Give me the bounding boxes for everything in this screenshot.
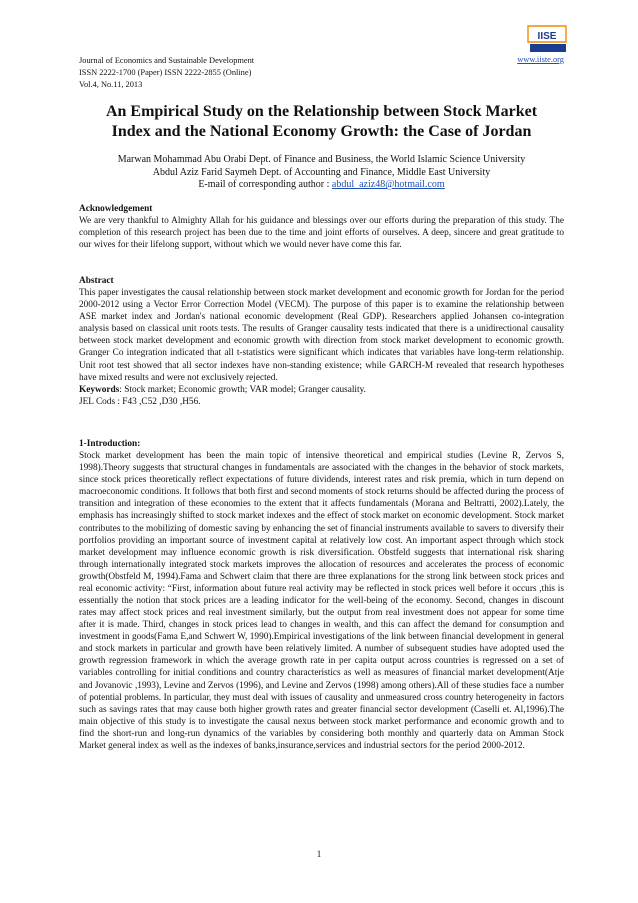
paper-title [79,102,564,142]
journal-name: Journal of Economics and Sustainable Development [79,56,255,65]
acknowledgement-heading: Acknowledgement [79,204,153,214]
keywords-text: : Stock market; Economic growth; VAR model; Granger causality. [119,384,366,395]
logo-text: IISE [537,31,557,42]
abstract-text: This paper investigates the causal relationship between stock market development and economic growth for Jordan for the period 2000-2012 using a Vector Error Correction Model (VECM). The purpose of this paper is to examine the relationship between ASE market index and Jordan's national economic development (Real GDP). Researchers applied Johansen co-integration analysis based on classical unit roots tests. The results of Granger causality tests indicated that there is a unidirectional causality between stock market development and economic growth with direction from stock market development to economic growth. Granger Co integration indicated that all t-statistics were significant which indicates that variables have long-term relationship. Unit root test showed that all sector indexes have non-standing existence; while GARCH-M revealed that research hypotheses have mixed results and were not exclusively rejected. [79,288,564,383]
email-link[interactable]: abdul_aziz48@hotmail.com [331,179,445,191]
acknowledgement-section [79,203,564,251]
jel-codes: JEL Cods : F43 ,C52 ,D30 ,H56. [79,396,201,407]
keywords-line [79,384,564,396]
abstract-section [79,275,564,408]
author-block [79,154,564,192]
keywords-label: Keywords [79,384,120,395]
abstract-heading: Abstract [79,276,114,286]
introduction-heading: 1-Introduction: [79,439,141,449]
email-label: E-mail of corresponding author : [198,179,332,191]
acknowledgement-text: We are very thankful to Almighty Allah for his guidance and blessings over our efforts during the preparation of this study. The completion of this research project has been due to the time and joint efforts of ourselves. A deep, sincere and great gratitude to our wives for their lifelong support, without which we would never have come this far. [79,216,564,251]
page-number: 1 [316,849,322,859]
introduction-text: Stock market development has been the main topic of intensive theoretical and empirical studies (Levine R, Zervos S, 1998).Theory suggests that structural changes in fundamentals are associated with the changes in the behavior of stock markets, since stock prices theoretically reflect expectations of future dividends, interest rates and risk premia, which in turn depend on macroeconomic conditions. It follows that both first and second moments of stock returns should be affected during the process of transition and integration of these economies to the extent that it affects fundamentals (Morana and Beltratti, 2002).Lately, the emphasis has increasingly shifted to stock market indexes and the effect of stock market on economic development. Stock market contributes to the mobilizing of domestic saving by enhancing the set of financial instruments available to savers to diversify their portfolios providing an important source of investment capital at relatively low cost. An important aspect through which stock market development may influence economic growth is risk diversification. Obstfeld suggests that international risk sharing through internationally integrated stock markets improves the allocation of resources and accelerates the process of economic growth(Obstfeld M, 1994).Fama and Schwert claim that there are three explanations for the strong link between stock prices and real economic activity: “First, information about future real activity may be reflected in stock prices well before it occurs ,this is essentially the notion that stock prices are a leading indicator for the well-being of the economy. Second, changes in discount rates may affect stock prices and real investment similarly, but the output from real investment does not appear for some time after it is made. Third, changes in stock prices lead to changes in wealth, and this can affect the demand for consumption and investment in goods(Fama E,and Schwert W, 1990).Empirical investigations of the link between financial development in general and stock markets in particular and growth have been relatively limited. A number of subsequent studies have adopted used the growth regression framework in which the average growth rate in per capita output across countries is regressed on a set of variables controlling for initial conditions and country characteristics as well as measures of financial market development(Atje and Jovanovic ,1993), Levine and Zervos (1996), and Levine and Zervos (1998) among others).All of these studies face a number of potential problems. In particular, they must deal with issues of causality and unmeasured cross country heterogeneity in factors such as savings rates that may cause both higher growth rates and greater financial sector development (Caselli et. Al,1996).The main objective of this study is to investigate the causal nexus between stock market performance and economic growth and to find the short-run and long-run dynamics of the variables by considering both monthly and quarterly data on Amman Stock Market general index as well as the indexes of banks,insurance,services and industrial sectors for the period 2000-2012. [79,451,564,751]
author-1: Marwan Mohammad Abu Orabi Dept. of Finance and Business, the World Islamic Science University [117,154,526,165]
iiste-logo [526,24,568,54]
introduction-section [79,438,564,752]
author-2: Abdul Aziz Farid Saymeh Dept. of Accounting and Finance, Middle East University [152,166,491,178]
issn: ISSN 2222-1700 (Paper) ISSN 2222-2855 (Online) [79,68,252,77]
website-link[interactable]: www.iiste.org [517,55,564,64]
title-line-2: Index and the National Economy Growth: the Case of Jordan [111,123,532,140]
corresponding-email-line [79,179,564,192]
title-line-1: An Empirical Study on the Relationship between Stock Market [105,103,538,120]
volume-info: Vol.4, No.11, 2013 [79,80,143,89]
